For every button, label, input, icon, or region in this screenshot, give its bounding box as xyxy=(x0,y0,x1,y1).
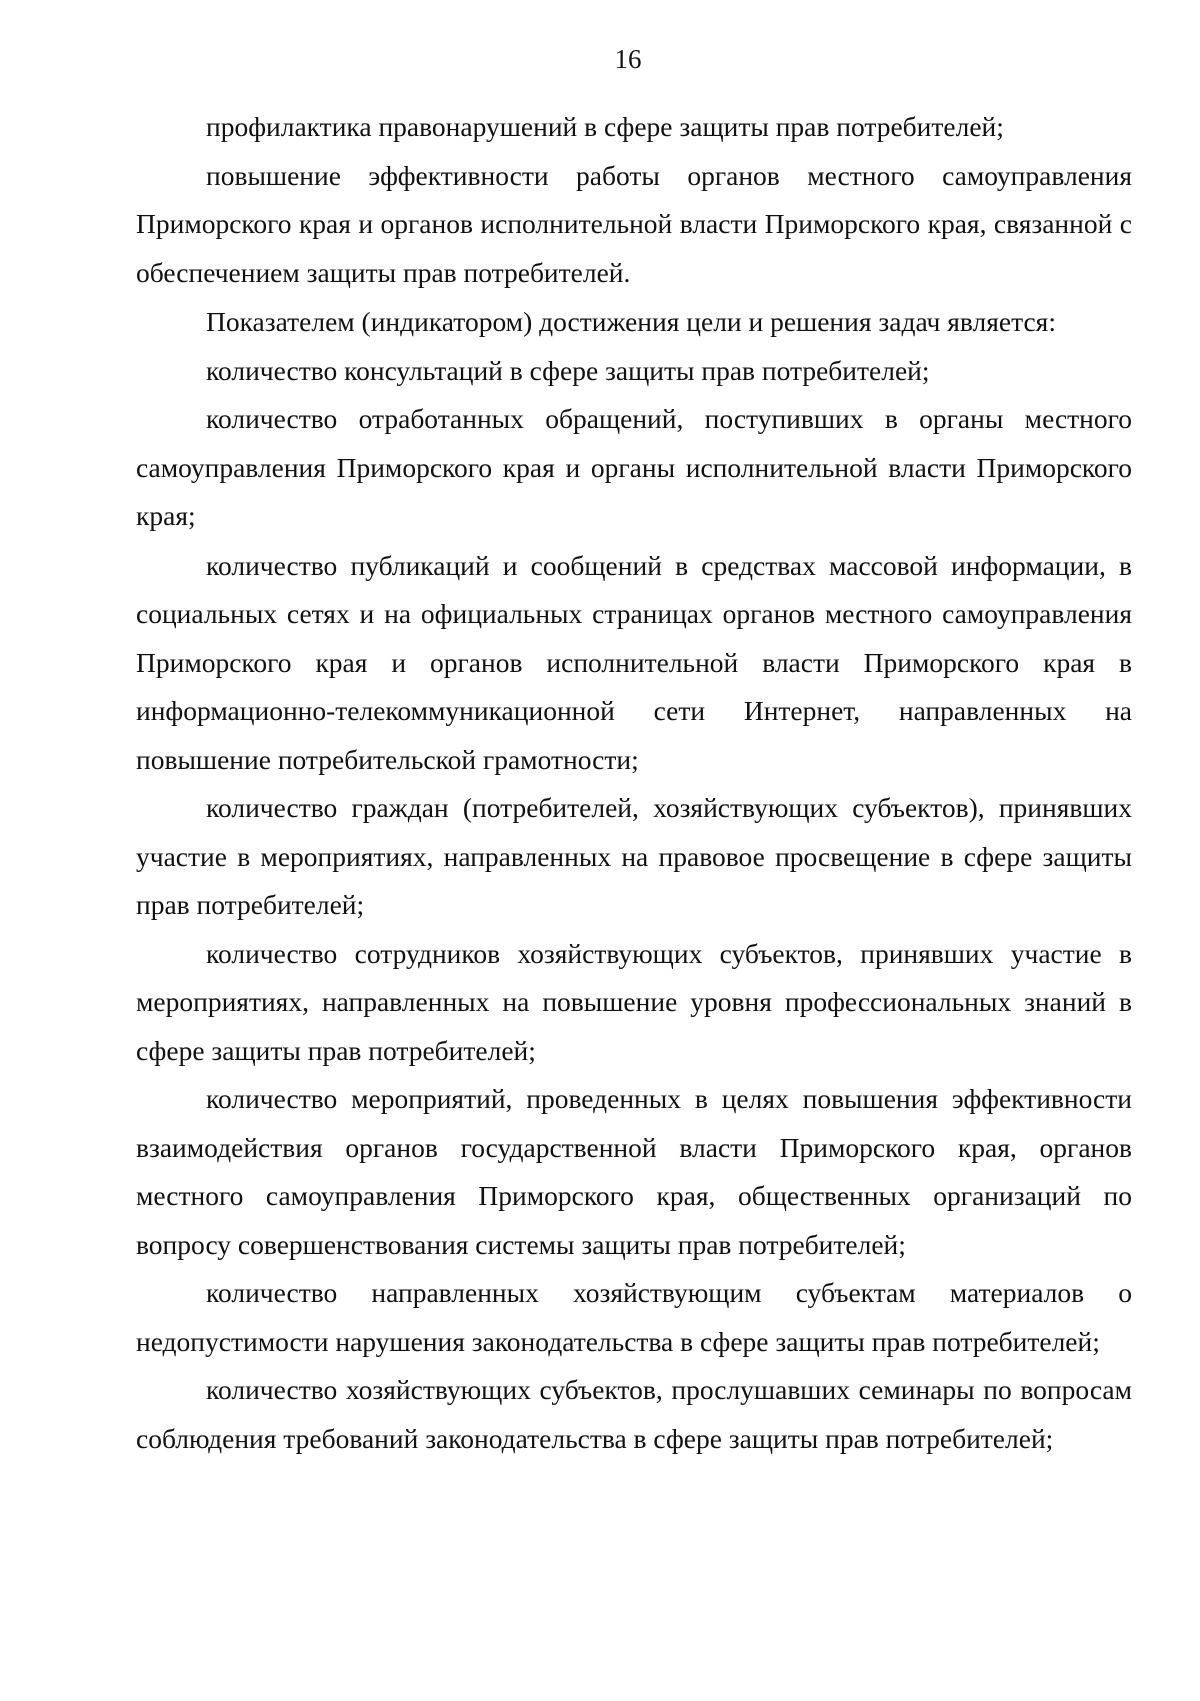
paragraph: количество консультаций в сфере защиты прав потребителей; xyxy=(206,354,930,386)
paragraph: количество граждан (потребителей, хозяйствующих субъектов), принявших участие в мероприятиях, направленных на правовое просвещение в сфере защиты прав потребителей; xyxy=(136,792,1132,920)
paragraph: количество направленных хозяйствующим субъектам материалов о недопустимости нарушения законодательства в сфере защиты прав потребителей; xyxy=(136,1277,1132,1357)
page-number: 16 xyxy=(614,44,642,74)
document-body xyxy=(136,103,1132,1463)
paragraph: количество сотрудников хозяйствующих субъектов, принявших участие в мероприятиях, направленных на повышение уровня профессиональных знаний в сфере защиты прав потребителей; xyxy=(136,937,1132,1066)
paragraph: количество публикаций и сообщений в средствах массовой информации, в социальных сетях и на официальных страницах органов местного самоуправления Приморского края и органов исполнительной власти Приморского края в информационно-телекоммуникационной сети Интернет, направленных на повышение потребительской грамотности; xyxy=(136,549,1132,775)
paragraph: количество хозяйствующих субъектов, прослушавших семинары по вопросам соблюдения требований законодательства в сфере защиты прав потребителей; xyxy=(136,1374,1132,1454)
paragraph: профилактика правонарушений в сфере защиты прав потребителей; xyxy=(206,111,1004,142)
paragraph: повышение эффективности работы органов местного самоуправления Приморского края и органов исполнительной власти Приморского края, связанной с обеспечением защиты прав потребителей. xyxy=(136,159,1132,288)
paragraph: количество мероприятий, проведенных в целях повышения эффективности взаимодействия органов государственной власти Приморского края, органов местного самоуправления Приморского края, общественных организаций по вопросу совершенствования системы защиты прав потребителей; xyxy=(136,1083,1132,1260)
paragraph: Показателем (индикатором) достижения цели и решения задач является: xyxy=(206,306,1056,337)
paragraph: количество отработанных обращений, поступивших в органы местного самоуправления Приморского края и органы исполнительной власти Приморского края; xyxy=(136,403,1132,531)
